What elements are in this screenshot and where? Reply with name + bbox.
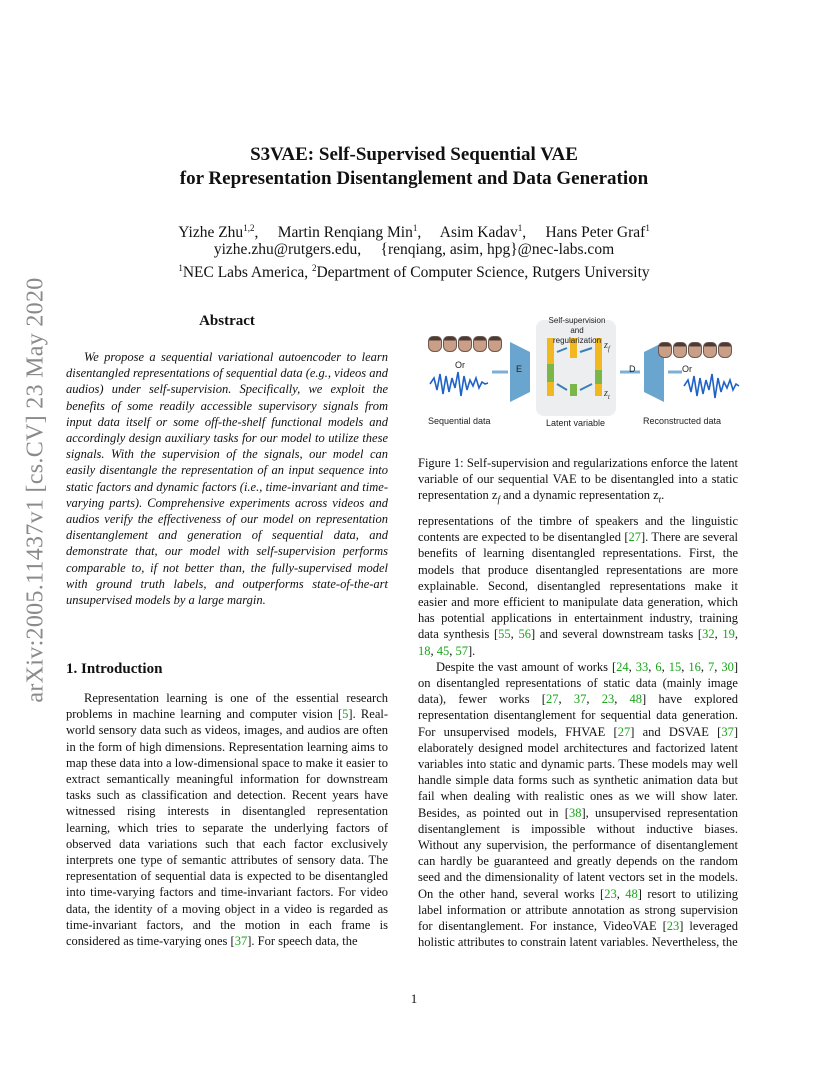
body-text: , [628, 659, 636, 674]
abstract-heading: Abstract [199, 313, 255, 329]
body-text: ] have explored representation disentanglement for sequential data generation. For unsupervised models, FHVAE [ [418, 692, 738, 739]
face-frame [458, 336, 472, 352]
body-text: , [614, 692, 630, 707]
citation-link[interactable]: 24 [616, 659, 629, 674]
paper-title-line2: for Representation Disentanglement and Data Generation [179, 168, 649, 189]
body-text: ] and several downstream tasks [ [530, 627, 703, 642]
figure-1-caption [418, 455, 738, 508]
caption-text: . [661, 488, 665, 502]
output-face-strip [658, 342, 732, 358]
face-frame [488, 336, 502, 352]
intro-text: Representation learning is one of the essential research problems in machine learning and computer vision [ [66, 691, 388, 722]
citation-link[interactable]: 23 [604, 886, 617, 901]
body-paragraph [418, 513, 738, 659]
citation-link[interactable]: 5 [342, 707, 349, 722]
face-frame [703, 342, 717, 358]
affil-sup: 1 [178, 263, 183, 273]
waveform-input [430, 372, 488, 396]
page-number: 1 [410, 991, 418, 1006]
citation-link[interactable]: 23 [666, 919, 680, 934]
figure-label-or: Or [682, 364, 692, 374]
author-name: Asim Kadav [439, 224, 518, 242]
body-text: , [681, 659, 689, 674]
affil-text: Department of Computer Science, Rutgers University [316, 264, 650, 282]
citation-link[interactable]: 33 [635, 659, 649, 674]
latent-bar [595, 370, 602, 384]
body-text: representations of the timbre of speakers and the linguistic contents are expected to be disentangled [ [418, 514, 738, 545]
body-text: ], unsupervised representation disentanglement is impossible without inductive biases. Without any supervision, the performance of disentanglement can hardly be guaranteed and greatly depends on the random seed and the dimensionality of latent vectors set in the models. On the other hand, several works [ [418, 805, 738, 901]
citation-link[interactable]: 27 [617, 724, 631, 739]
affil-sup: 2 [311, 263, 317, 273]
latent-bar [595, 338, 602, 396]
author-emails: yizhe.zhu@rutgers.edu, {renqiang, asim, hpg}@nec-labs.com [213, 241, 615, 258]
intro-heading: 1. Introduction [66, 661, 163, 677]
citation-link[interactable]: 6 [655, 659, 662, 674]
zf-label [604, 340, 610, 353]
author-name: Hans Peter Graf [545, 224, 646, 242]
face-frame [673, 342, 687, 358]
zt-symbol: z [604, 388, 608, 399]
body-text: , [714, 659, 722, 674]
author-list: Yizhe Zhu$^{1,2}$, Martin Renqiang Min$^1$, Asim Kadav$^1$, Hans Peter Graf$^1$ [178, 223, 650, 242]
body-text: ]. There are several benefits of learning disentangled representations. First, the models that produce disentangled representations are more explainable. Second, disentangled representations make it easier and more efficient to manipulate data generation, which has potential applications in entertainment industry, training data synthesis [ [418, 530, 738, 642]
figure-1 [424, 312, 744, 434]
citation-link[interactable]: 19 [722, 627, 735, 642]
arxiv-stamp-text: arXiv:2005.11437v1 [cs.CV] 23 May 2020 [22, 277, 48, 703]
face-frame [718, 342, 732, 358]
intro-text: ]. For speech data, the [247, 934, 358, 949]
citation-link[interactable]: 56 [518, 627, 531, 642]
encoder-label: E [516, 364, 523, 374]
body-text: , [714, 627, 723, 642]
body-text: , [661, 659, 669, 674]
citation-link[interactable]: 45 [436, 643, 450, 658]
author-affil-sup: 1 [645, 223, 650, 233]
body-text: , [449, 643, 456, 658]
author-affil-sup: 1 [517, 223, 523, 233]
body-text: , [734, 627, 739, 642]
figure-label-latent: Latent variable [546, 418, 606, 428]
figure-label-selfsup [546, 316, 608, 346]
zf-symbol: z [604, 340, 608, 351]
affil-text: NEC Labs America, [182, 264, 312, 282]
body-text: ] resort to utilizing label information or attribute annotation as strong supervision for disentanglement. For instance, VideoVAE [ [418, 886, 738, 934]
body-text: ] on disentangled representations of static data (mainly image data), fewer works [ [418, 659, 739, 707]
body-text: , [430, 643, 437, 658]
caption-subscript: f [497, 494, 500, 505]
figure-label-line: Self-supervision [548, 316, 606, 325]
citation-link[interactable]: 38 [568, 805, 582, 820]
face-frame [443, 336, 457, 352]
arxiv-stamp [18, 275, 53, 705]
face-frame [428, 336, 442, 352]
citation-link[interactable]: 30 [721, 659, 734, 674]
citation-link[interactable]: 16 [688, 659, 701, 674]
intro-paragraph [66, 690, 388, 949]
body-text: , [616, 886, 626, 901]
body-text: , [648, 659, 656, 674]
citation-link[interactable]: 37 [573, 692, 587, 707]
face-frame [473, 336, 487, 352]
body-text: ] and DSVAE [ [630, 724, 722, 739]
figure-label-or: Or [455, 360, 465, 370]
intro-text: ]. Real-world sensory data such as videos, images, and audios are often in the form of high dimensions. Representation learning aims to map these data into a low-dimensional space to make it easier to extract semantically meaningful information for downstream tasks such as classification and detection. Recent years have witnessed rising interests in disentangled representation learning, which tries to separate the underlying factors of observed data variations such that each factor exclusively interprets one type of semantic attributes of sensory data. The representation of sequential data is expected to be disentangled into time-varying factors and time-invariant factors. For video data, the identity of a moving object in a video is regarded as time-invariant factors, and the motion in each frame is considered as time-varying ones [ [66, 707, 388, 949]
figure-label-sequential: Sequential data [428, 416, 491, 426]
abstract-body: We propose a sequential variational autoencoder to learn disentangled representations of sequential data (e.g., videos and audios) under self-supervision. Specifically, we exploit the benefits of some readily accessible supervisory signals from input data itself or some off-the-shelf functional models and accordingly design auxiliary tasks for our model to utilize these signals. With the supervision of the signals, our model can easily disentangle the representation of an input sequence into static factors and dynamic factors (i.e., time-invariant and time-varying parts). Comprehensive experiments across videos and audios verify the effectiveness of our model on representation disentanglement and generation of sequential data, and demonstrate that, our model with self-supervision performs comparable to, if not better than, the fully-supervised model with ground truth labels, and outperforms state-of-the-art unsupervised models by a large margin. [66, 350, 388, 608]
citation-link[interactable]: 23 [601, 692, 615, 707]
latent-bar [570, 384, 577, 396]
input-face-strip [428, 336, 502, 352]
citation-link[interactable]: 48 [629, 692, 643, 707]
body-text: Despite the vast amount of works [ [436, 659, 617, 674]
author-affil-sup: 1 [412, 223, 418, 233]
zt-label [604, 388, 610, 401]
body-text: ] leveraged holistic attributes to constrain latent variables. Nevertheless, the [418, 919, 738, 950]
author-name: Yizhe Zhu [178, 224, 244, 242]
body-text: ]. [468, 643, 476, 658]
body-text: , [558, 692, 574, 707]
citation-link[interactable]: 37 [234, 934, 248, 949]
decoder-label: D [629, 364, 636, 374]
author-affil-sup: 1,2 [243, 223, 255, 233]
right-column-body [418, 513, 738, 950]
figure-label-line: and regularization [552, 326, 602, 345]
zt-subscript: t [607, 393, 610, 401]
face-frame [688, 342, 702, 358]
zf-subscript: f [607, 345, 610, 353]
author-affiliations [0, 258, 828, 283]
citation-link[interactable]: 57 [455, 643, 468, 658]
caption-subscript: t [658, 494, 662, 505]
body-text: , [510, 627, 519, 642]
body-text: , [586, 692, 602, 707]
citation-link[interactable]: 55 [498, 627, 511, 642]
citation-link[interactable]: 48 [625, 886, 638, 901]
figure-label-reconstructed: Reconstructed data [643, 416, 722, 426]
waveform-output [684, 374, 739, 398]
body-paragraph [418, 659, 738, 951]
paper-title-line1: S3VAE: Self-Supervised Sequential VAE [250, 144, 578, 165]
citation-link[interactable]: 15 [668, 659, 682, 674]
body-text: ] elaborately designed model architectures and factorized latent variables into static and dynamic parts. These models may well handle simple data forms such as synthetic animation data but fail when dealing with realistic ones as we will show later. Besides, as pointed out in [ [418, 724, 738, 820]
citation-link[interactable]: 32 [702, 627, 715, 642]
latent-bar [547, 364, 554, 382]
face-frame [658, 342, 672, 358]
citation-link[interactable]: 37 [721, 724, 734, 739]
caption-text: Figure 1: Self-supervision and regularizations enforce the latent variable of our sequential VAE to be disentangled into a static representation z [418, 456, 738, 502]
caption-text: and a dynamic representation z [500, 488, 659, 502]
body-text: , [700, 659, 709, 674]
citation-link[interactable]: 7 [708, 659, 715, 674]
citation-link[interactable]: 27 [628, 530, 641, 545]
author-name: Martin Renqiang Min [277, 224, 413, 242]
citation-link[interactable]: 27 [545, 692, 559, 707]
citation-link[interactable]: 18 [418, 643, 431, 658]
